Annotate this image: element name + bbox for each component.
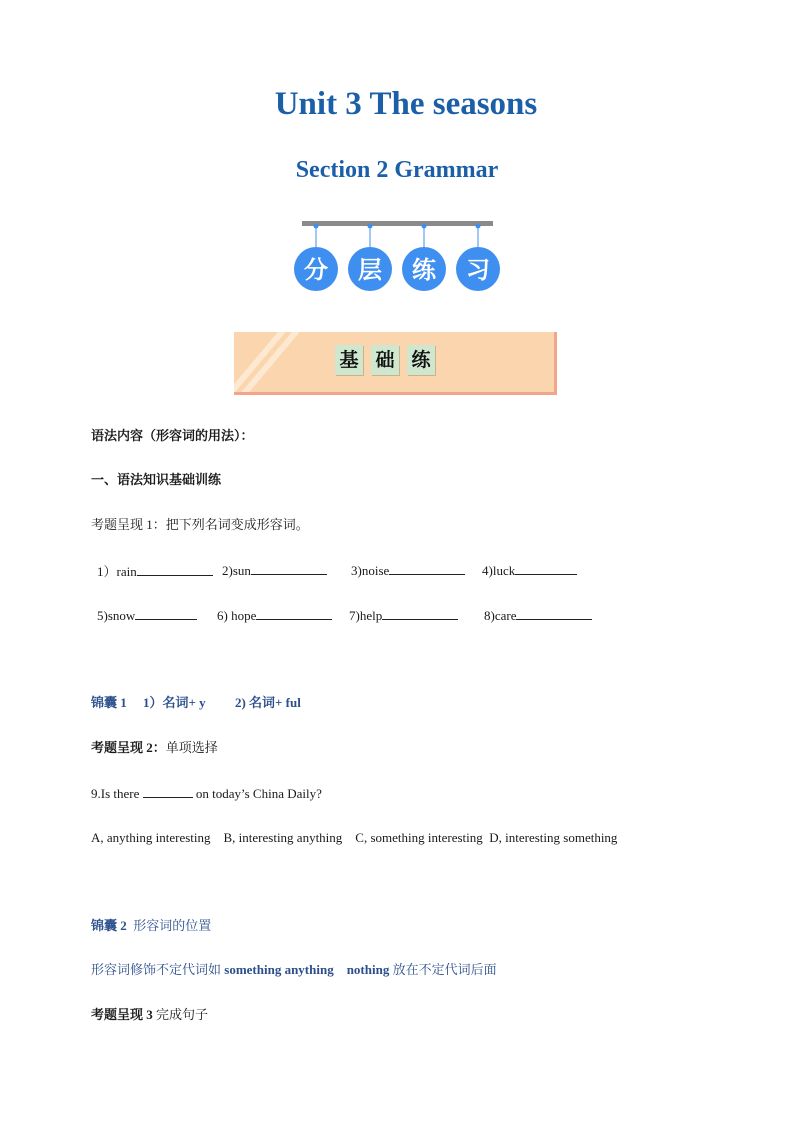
question-2-text: 单项选择	[165, 740, 218, 755]
tip-2-rule: 形容词修饰不定代词如 something anything nothing 放在不定代词后面	[91, 962, 497, 977]
tip-2-label: 锦囊 2	[91, 918, 127, 933]
q1-item-5: 5)snow	[97, 606, 197, 624]
level-char-1: 基	[335, 345, 363, 375]
banner-char-3: 练	[412, 256, 436, 284]
question-9-options: A, anything interesting B, interesting anything C, something interesting D, interesting something	[91, 830, 618, 845]
level-char-2: 础	[371, 345, 399, 375]
layered-practice-banner	[285, 215, 515, 300]
question-1-label: 考题呈现 1：	[91, 517, 166, 532]
banner-char-2: 层	[358, 256, 382, 284]
indefinite-pronouns: something anything nothing	[224, 962, 390, 977]
basic-practice-box	[234, 332, 557, 395]
question-2-prompt	[91, 739, 218, 757]
tip-2	[91, 917, 211, 935]
page-title: Unit 3 The seasons	[274, 86, 538, 122]
banner-circle-1	[294, 224, 338, 292]
tip-2-text: 形容词的位置	[133, 918, 212, 933]
question-3-text: 完成句子	[156, 1007, 209, 1022]
q1-item-1: 1）rain	[97, 561, 213, 580]
banner-char-1: 分	[304, 256, 328, 284]
q1-item-7: 7)help	[349, 606, 458, 624]
question-1-text: 把下列名词变成形容词。	[165, 517, 309, 532]
q1-item-8: 8)care	[484, 606, 592, 624]
tip-1-point-2: 2) 名词+ ful	[234, 695, 301, 710]
q1-item-2: 2)sun	[222, 561, 327, 579]
tip-1-label: 锦囊 1	[91, 695, 127, 710]
banner-circle-4	[456, 224, 500, 292]
question-3-prompt	[91, 1006, 208, 1024]
tip-1	[91, 694, 301, 712]
q1-item-4: 4)luck	[482, 561, 577, 579]
question-9: 9.Is there on today’s China Daily?	[91, 786, 322, 801]
q1-item-6: 6) hope	[217, 606, 332, 624]
question-1-prompt	[91, 516, 309, 534]
section-subtitle: Section 2 Grammar	[295, 157, 499, 183]
level-char-3: 练	[407, 345, 435, 375]
banner-circle-3	[402, 224, 446, 292]
question-2-label: 考题呈现 2：	[91, 740, 166, 755]
banner-char-4: 习	[466, 256, 490, 284]
banner-circle-2	[348, 224, 392, 292]
q1-item-3: 3)noise	[351, 561, 465, 579]
tip-1-point-1: 1）名词+ y	[143, 695, 206, 710]
grammar-heading: 语法内容（形容词的用法）：	[91, 428, 254, 443]
section-one-heading: 一、语法知识基础训练	[91, 472, 222, 487]
question-3-label: 考题呈现 3	[91, 1007, 153, 1022]
